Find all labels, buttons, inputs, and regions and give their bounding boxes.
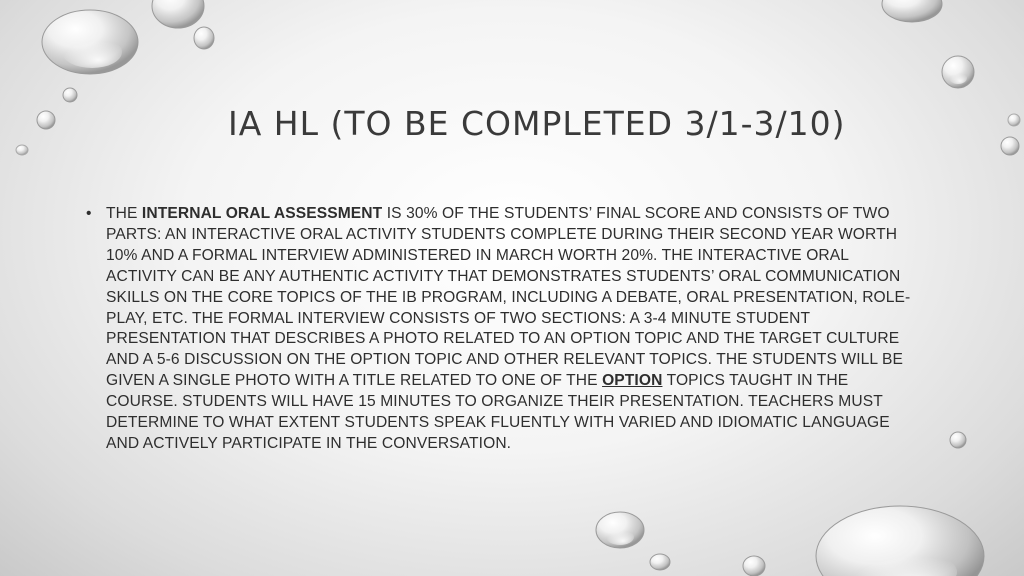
- paragraph-option-emphasis: OPTION: [602, 372, 663, 390]
- drop-cluster-bottom-right: [596, 506, 984, 576]
- paragraph-text-part3: TOPICS TAUGHT IN THE COURSE. STUDENTS WILL HAVE 15 MINUTES TO ORGANIZE THEIR PRESENTATION. TEACHERS MUST DETERMINE TO WHAT EXTENT STUDENTS SPEAK FLUENTLY WITH VARIED AND IDIOMATIC LANGUAGE AND ACTIVELY PARTICIPATE IN THE CONVERSATION.: [106, 372, 890, 452]
- paragraph-text-part2: IS 30% OF THE STUDENTS’ FINAL SCORE AND CONSISTS OF TWO PARTS: AN INTERACTIVE ORAL ACTIVITY STUDENTS COMPLETE DURING THEIR SECOND YEAR WORTH 10% AND A FORMAL INTERVIEW ADMINISTERED IN MARCH WORTH 20%. THE INTERACTIVE ORAL ACTIVITY CAN BE ANY AUTHENTIC ACTIVITY THAT DEMONSTRATES STUDENTS’ ORAL COMMUNICATION SKILLS ON THE CORE TOPICS OF THE IB PROGRAM, INCLUDING A DEBATE, ORAL PRESENTATION, ROLE-PLAY, ETC. THE FORMAL INTERVIEW CONSISTS OF TWO SECTIONS: A 3-4 MINUTE STUDENT PRESENTATION THAT DESCRIBES A PHOTO RELATED TO AN OPTION TOPIC AND THE TARGET CULTURE AND A 5-6 DISCUSSION ON THE OPTION TOPIC AND OTHER RELEVANT TOPICS. THE STUDENTS WILL BE GIVEN A SINGLE PHOTO WITH A TITLE RELATED TO ONE OF THE: [106, 205, 911, 390]
- paragraph-bold-term: INTERNAL ORAL ASSESSMENT: [141, 205, 383, 222]
- bullet-icon: •: [86, 205, 92, 222]
- paragraph-text-part1: THE: [106, 205, 142, 222]
- bullet-item: [86, 204, 916, 455]
- content-bullet-list: [86, 204, 916, 455]
- slide-title: IA HL (TO BE COMPLETED 3/1-3/10): [228, 104, 846, 143]
- drop-right-middle: [950, 432, 966, 448]
- drop-cluster-top-left: [16, 0, 214, 155]
